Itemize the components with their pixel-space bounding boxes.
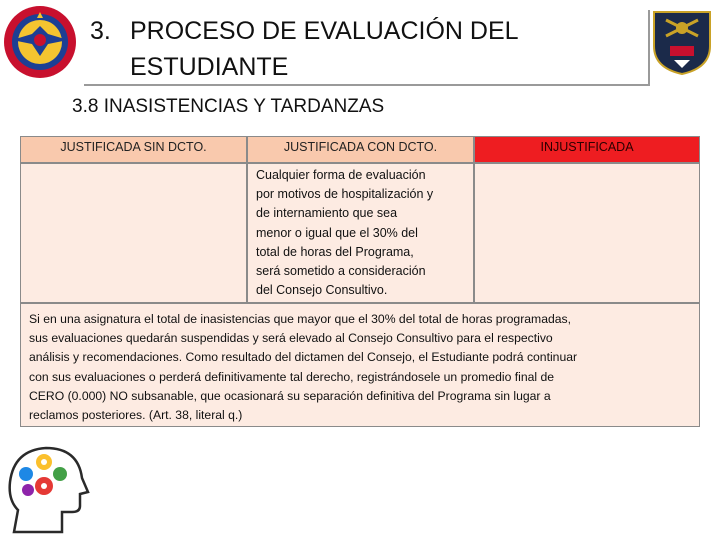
cell-full-row <box>20 303 700 427</box>
head-gears-icon <box>4 440 90 538</box>
con-dcto-text <box>256 166 468 300</box>
air-force-emblem-icon <box>2 4 78 80</box>
text-line: total de horas del Programa, <box>256 244 414 259</box>
header-injustificada: INJUSTIFICADA <box>474 136 700 163</box>
title-line-1: PROCESO DE EVALUACIÓN DEL <box>130 17 519 45</box>
header-rule-vertical <box>648 10 650 86</box>
cell-injustificada-body <box>474 163 700 303</box>
header-justificada-con-dcto: JUSTIFICADA CON DCTO. <box>247 136 474 163</box>
cell-sin-dcto-body <box>20 163 247 303</box>
header-rule <box>84 84 650 86</box>
text-line: por motivos de hospitalización y <box>256 187 434 202</box>
text-line: de internamiento que sea <box>256 206 398 221</box>
full-row-text <box>29 310 697 425</box>
text-line: reclamos posteriores. (Art. 38, literal q.) <box>29 408 243 423</box>
text-line: sus evaluaciones quedarán suspendidas y será elevado al Consejo Consultivo para el respectivo <box>29 331 553 346</box>
text-line: será sometido a consideración <box>256 264 426 279</box>
text-line: análisis y recomendaciones. Como resultado del dictamen del Consejo, el Estudiante podrá continuar <box>29 350 578 365</box>
header-justificada-sin-dcto: JUSTIFICADA SIN DCTO. <box>20 136 247 163</box>
section-subtitle: 3.8 INASISTENCIAS Y TARDANZAS <box>72 96 385 117</box>
text-line: CERO (0.000) NO subsanable, que ocasionará su separación definitiva del Programa sin lugar a <box>29 388 551 403</box>
text-line: con sus evaluaciones o perderá definitivamente tal derecho, registrándosele un promedio final de <box>29 369 555 384</box>
text-line: Si en una asignatura el total de inasistencias que mayor que el 30% del total de horas programadas, <box>29 312 572 326</box>
title-number: 3. <box>90 17 111 45</box>
text-line: Cualquier forma de evaluación <box>256 168 426 182</box>
text-line: menor o igual que el 30% del <box>256 225 418 240</box>
title-line-2: ESTUDIANTE <box>130 53 289 81</box>
military-shield-icon <box>650 6 714 76</box>
cell-con-dcto-body <box>247 163 474 303</box>
text-line: del Consejo Consultivo. <box>256 283 388 298</box>
